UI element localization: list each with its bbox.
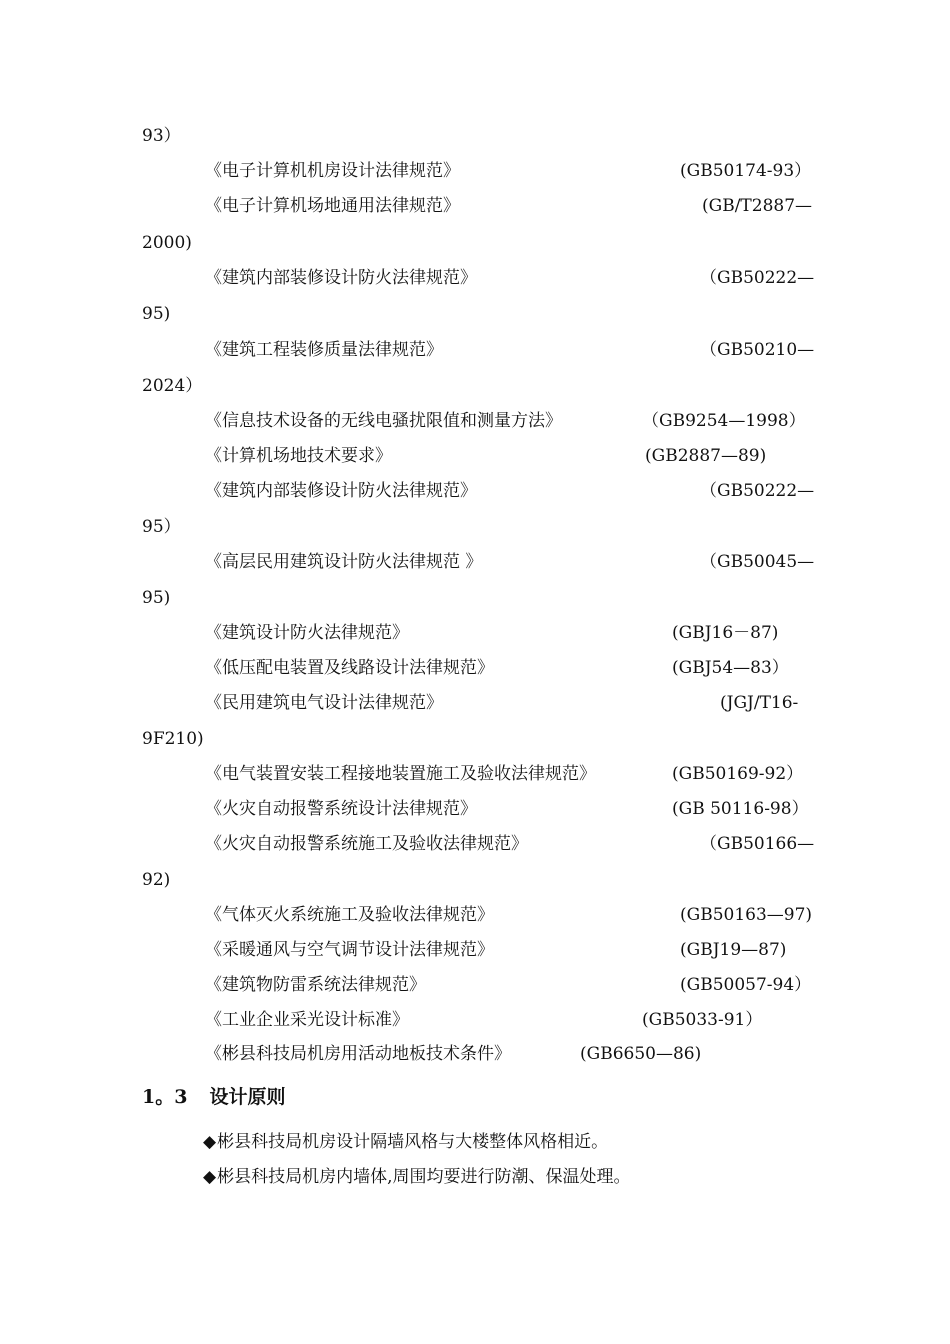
standard-line [0, 935, 950, 965]
standard-code: (GB50174-93） [680, 161, 812, 181]
standard-title: 《建筑工程装修质量法律规范》 [205, 340, 443, 360]
standard-title: 《彬县科技局机房用活动地板技术条件》 [205, 1044, 511, 1064]
standard-code: (GBJ19—87) [680, 940, 787, 960]
standard-line [0, 441, 950, 471]
standard-title: 《电子计算机机房设计法律规范》 [205, 161, 460, 181]
standard-code: (GB50163—97) [680, 905, 813, 925]
bullet-item [203, 1127, 608, 1157]
standard-title: 《高层民用建筑设计防火法律规范 》 [205, 552, 483, 572]
standard-title: 《工业企业采光设计标准》 [205, 1010, 409, 1030]
standard-title: 《建筑内部装修设计防火法律规范》 [205, 268, 477, 288]
section-title: 设计原则 [209, 1086, 286, 1108]
standard-code: （GB50210— [700, 340, 815, 360]
standard-code: (GB2887—89) [645, 446, 767, 466]
standard-code: 93） [142, 126, 181, 146]
bullet-text: 彬县科技局机房设计隔墙风格与大楼整体风格相近。 [217, 1132, 609, 1152]
standard-title: 《计算机场地技术要求》 [205, 446, 392, 466]
diamond-bullet-icon: ◆ [203, 1132, 217, 1152]
standard-line [0, 371, 950, 401]
standard-line [0, 228, 950, 258]
standard-line [0, 121, 950, 151]
standard-code: (GBJ54—83） [672, 658, 789, 678]
bullet-item [203, 1162, 630, 1192]
standard-line [0, 547, 950, 577]
section-heading [142, 1082, 285, 1112]
standard-line [0, 865, 950, 895]
standard-code: (GB/T2887— [702, 196, 813, 216]
standard-code: (GBJ16－87) [672, 623, 779, 643]
standard-line [0, 476, 950, 506]
standard-line [0, 583, 950, 613]
standard-code: 95） [142, 517, 181, 537]
standard-code: 9F210) [142, 729, 204, 749]
standard-code: （GB9254—1998） [642, 411, 806, 431]
standard-title: 《采暖通风与空气调节设计法律规范》 [205, 940, 494, 960]
standard-title: 《信息技术设备的无线电骚扰限值和测量方法》 [205, 411, 562, 431]
standard-title: 《电子计算机场地通用法律规范》 [205, 196, 460, 216]
standard-code: (GB5033-91） [642, 1010, 763, 1030]
standard-code: (JGJ/T16- [720, 693, 799, 713]
standard-line [0, 299, 950, 329]
standard-code: (GB6650—86) [580, 1044, 702, 1064]
standard-line [0, 653, 950, 683]
standard-code: （GB50222— [700, 481, 815, 501]
standard-title: 《民用建筑电气设计法律规范》 [205, 693, 443, 713]
standard-code: （GB50222— [700, 268, 815, 288]
standard-line [0, 618, 950, 648]
section-number: 1。3 [142, 1086, 188, 1108]
standard-code: 2000) [142, 233, 192, 253]
standard-code: (GB50169-92） [672, 764, 804, 784]
standard-line [0, 512, 950, 542]
standard-title: 《建筑物防雷系统法律规范》 [205, 975, 426, 995]
standard-code: 95) [142, 304, 171, 324]
standard-line [0, 156, 950, 186]
standard-line [0, 900, 950, 930]
standard-title: 《建筑内部装修设计防火法律规范》 [205, 481, 477, 501]
standard-line [0, 794, 950, 824]
standard-line [0, 1039, 950, 1069]
bullet-text: 彬县科技局机房内墙体,周围均要进行防潮、保温处理。 [217, 1167, 631, 1187]
standard-line [0, 1005, 950, 1035]
standard-code: （GB50045— [700, 552, 815, 572]
standard-title: 《火灾自动报警系统设计法律规范》 [205, 799, 477, 819]
standard-line [0, 970, 950, 1000]
standard-title: 《建筑设计防火法律规范》 [205, 623, 409, 643]
standard-title: 《低压配电装置及线路设计法律规范》 [205, 658, 494, 678]
diamond-bullet-icon: ◆ [203, 1167, 217, 1187]
standard-code: (GB 50116-98） [672, 799, 809, 819]
standard-line [0, 406, 950, 436]
standard-title: 《气体灭火系统施工及验收法律规范》 [205, 905, 494, 925]
standard-title: 《火灾自动报警系统施工及验收法律规范》 [205, 834, 528, 854]
standard-code: (GB50057-94） [680, 975, 812, 995]
standard-title: 《电气装置安装工程接地装置施工及验收法律规范》 [205, 764, 596, 784]
standard-code: 2024） [142, 376, 203, 396]
standard-line [0, 724, 950, 754]
standard-line [0, 335, 950, 365]
standard-line [0, 688, 950, 718]
standard-line [0, 191, 950, 221]
standard-line [0, 759, 950, 789]
standard-code: 92) [142, 870, 171, 890]
standard-line [0, 829, 950, 859]
standard-code: （GB50166— [700, 834, 815, 854]
standard-line [0, 263, 950, 293]
standard-code: 95) [142, 588, 171, 608]
